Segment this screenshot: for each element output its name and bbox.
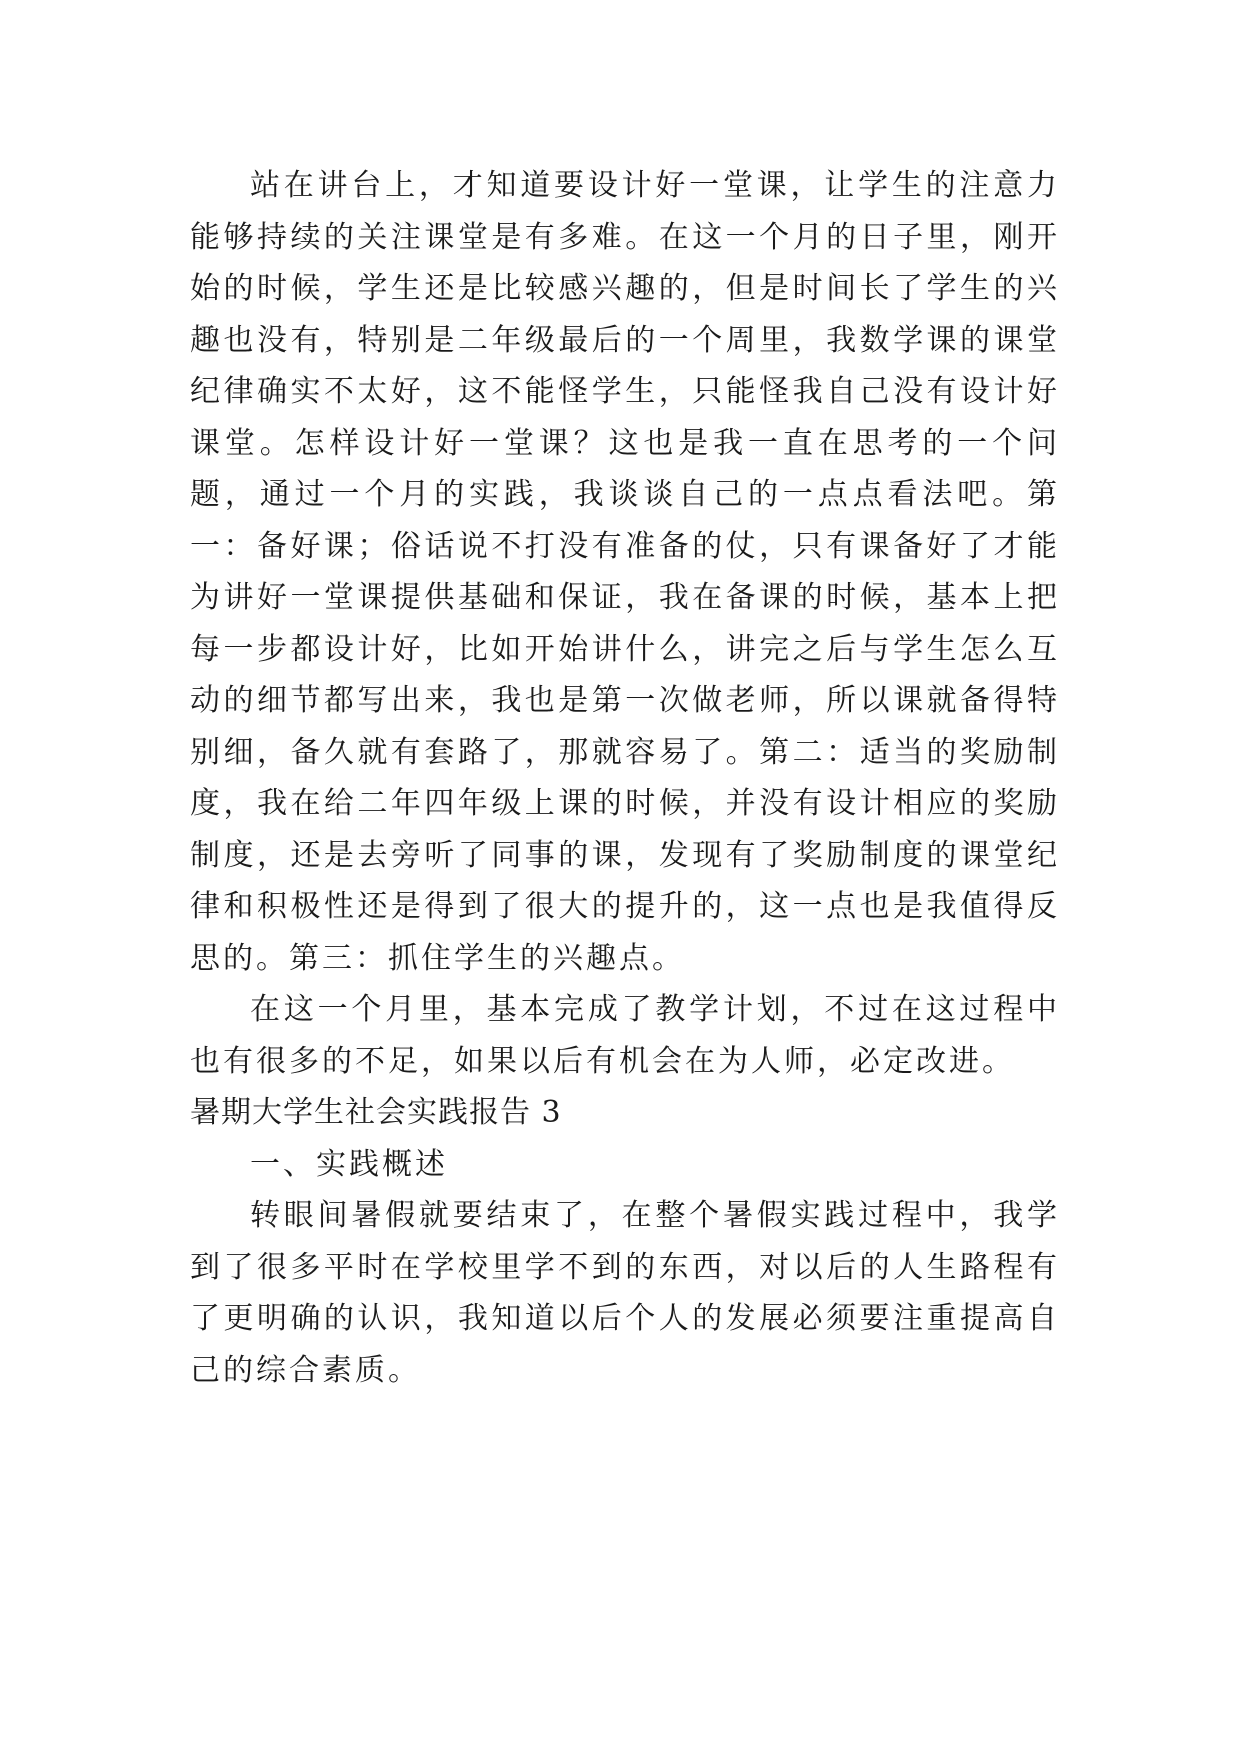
paragraph-month-summary: 在这一个月里，基本完成了教学计划，不过在这过程中也有很多的不足，如果以后有机会在为人师，必定改进。: [190, 992, 1060, 1079]
report-title: 暑期大学生社会实践报告 3: [190, 1095, 562, 1130]
section-heading-overview: 一、实践概述: [250, 1146, 448, 1182]
document-body: [190, 160, 1060, 1396]
paragraph-teaching-reflection: 站在讲台上，才知道要设计好一堂课，让学生的注意力能够持续的关注课堂是有多难。在这一个月的日子里，刚开始的时候，学生还是比较感兴趣的，但是时间长了学生的兴趣也没有，特别是二年级最后的一个周里，我数学课的课堂纪律确实不太好，这不能怪学生，只能怪我自己没有设计好课堂。怎样设计好一堂课？这也是我一直在思考的一个问题，通过一个月的实践，我谈谈自己的一点点看法吧。第一：备好课；俗话说不打没有准备的仗，只有课备好了才能为讲好一堂课提供基础和保证，我在备课的时候，基本上把每一步都设计好，比如开始讲什么，讲完之后与学生怎么互动的细节都写出来，我也是第一次做老师，所以课就备得特别细，备久就有套路了，那就容易了。第二：适当的奖励制度，我在给二年四年级上课的时候，并没有设计相应的奖励制度，还是去旁听了同事的课，发现有了奖励制度的课堂纪律和积极性还是得到了很大的提升的，这一点也是我值得反思的。第三：抓住学生的兴趣点。: [190, 168, 1060, 976]
paragraph-practice-overview: 转眼间暑假就要结束了，在整个暑假实践过程中，我学到了很多平时在学校里学不到的东西，对以后的人生路程有了更明确的认识，我知道以后个人的发展必须要注重提高自己的综合素质。: [190, 1198, 1060, 1388]
